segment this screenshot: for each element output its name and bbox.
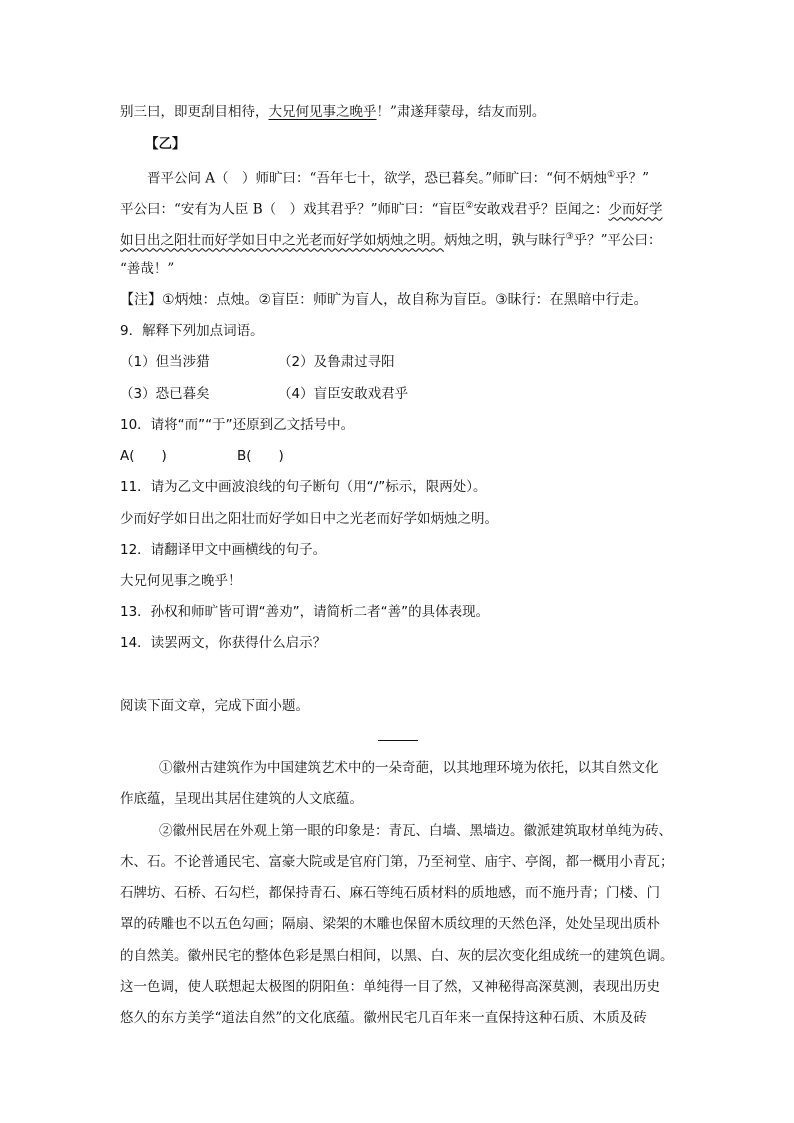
question-9-item-1: （1）但当涉猎 [120, 354, 210, 370]
jia-text-before: 别三曰，即更刮目相待， [120, 104, 269, 120]
yi-heading: 【乙】 [145, 136, 186, 152]
question-12-sentence: 大兄何见事之晚乎！ [120, 573, 242, 589]
question-11: 11．请为乙文中画波浪线的句子断句（用“/”标示，限两处）。 [120, 479, 487, 495]
jia-text-after: ！”肃遂拜蒙母，结友而别。 [376, 104, 546, 120]
article-p2-line-7: 悠久的东方美学“道法自然”的文化底蕴。徽州民宅几百年来一直保持这种石质、木质及砖 [120, 1010, 647, 1026]
article-p2-line-3: 石牌坊、石桥、石勾栏，都保持青石、麻石等纯石质材料的质地感，而不施丹青；门楼、门 [120, 885, 660, 901]
article-p1-line-2: 作底蕴，呈现出其居住建筑的人文底蕴。 [120, 791, 363, 807]
wavy-underlined-text-1: 少而好学 [608, 201, 663, 218]
question-9-item-2: （2）及鲁肃过寻阳 [278, 354, 395, 370]
yi-line-4: “善哉！” [120, 261, 175, 277]
footnote-marker-3: ③ [565, 232, 574, 242]
yi-line-3 [120, 228, 661, 250]
answer-blank-a: A( ) [120, 448, 167, 464]
article-p2-line-5: 的自然美。徽州民宅的整体色彩是黑白相间，以黑、白、灰的层次变化组成统一的建筑色调。 [120, 948, 674, 964]
answer-blank-b: B( ) [237, 448, 284, 464]
footnote-marker-2: ② [465, 201, 474, 211]
question-14: 14．读罢两文，你获得什么启示？ [120, 635, 327, 651]
question-9-item-4: （4）盲臣安敢戏君乎 [278, 386, 409, 402]
yi-line-2-text-b: 安敢戏君乎？臣闻之： [473, 201, 609, 218]
yi-line-3-end: 乎？”平公曰： [573, 232, 662, 249]
yi-line-2 [120, 197, 663, 219]
question-12: 12．请翻译甲文中画横线的句子。 [120, 542, 327, 558]
yi-line-2-text-a: 平公曰：“安有为人臣 B（ ）戏其君乎？”师旷曰：“盲臣 [120, 201, 466, 218]
footnote-marker-1: ① [607, 170, 616, 180]
jia-text-ending [120, 103, 545, 121]
question-9-item-3: （3）恐已暮矣 [120, 386, 210, 402]
question-11-sentence: 少而好学如日出之阳壮而好学如日中之光老而好学如炳烛之明。 [120, 511, 498, 527]
question-9: 9．解释下列加点词语。 [120, 323, 264, 339]
question-13: 13．孙权和师旷皆可谓“善劝”，请简析二者“善”的具体表现。 [120, 604, 490, 620]
yi-line-1-text: 晋平公问 A（ ）师旷曰：“吾年七十，欲学，恐已暮矣。”师旷曰：“何不炳烛 [147, 170, 607, 187]
yi-line-1-end: 乎？” [615, 170, 649, 187]
underlined-sentence: 大兄何见事之晚乎 [268, 104, 377, 120]
article-p2-line-1: ②徽州民居在外观上第一眼的印象是：青瓦、白墙、黑墙边。徽派建筑取材单纯为砖、 [159, 823, 672, 839]
article-p1-line-1: ①徽州古建筑作为中国建筑艺术中的一朵奇葩，以其地理环境为依托，以其自然文化 [159, 760, 659, 776]
article-p2-line-4: 罩的砖雕也不以五色勾画；隔扇、梁架的木雕也保留木质纹理的天然色泽，处处呈现出质朴 [120, 916, 660, 932]
reading-instructions: 阅读下面文章，完成下面小题。 [120, 698, 309, 714]
article-p2-line-2: 木、石。不论普通民宅、富豪大院或是官府门第，乃至祠堂、庙宇、亭阁，都一概用小青瓦； [120, 854, 674, 870]
wavy-underlined-text-2: 如日出之阳壮而好学如日中之光老而好学如炳烛之明。 [120, 232, 444, 249]
yi-line-3-after: 炳烛之明，孰与昧行 [444, 232, 566, 249]
article-p2-line-6: 这一色调，使人联想起太极图的阴阳鱼：单纯得一目了然，又神秘得高深莫测，表现出历史 [120, 979, 660, 995]
question-10: 10．请将“而”“于”还原到乙文括号中。 [120, 417, 355, 433]
yi-line-1 [147, 166, 649, 188]
title-blank-line [378, 740, 418, 741]
annotation-note: 【注】①炳烛：点烛。②盲臣：师旷为盲人，故自称为盲臣。③昧行：在黑暗中行走。 [120, 292, 648, 308]
